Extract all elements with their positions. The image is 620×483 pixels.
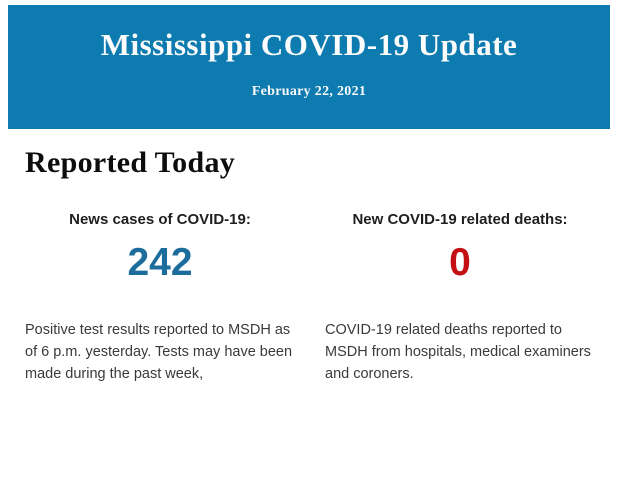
new-deaths-value: 0 xyxy=(449,241,471,284)
new-cases-label: News cases of COVID-19: xyxy=(69,211,251,228)
section-heading: Reported Today xyxy=(25,146,236,179)
stat-card-new-deaths xyxy=(325,211,595,385)
header-banner xyxy=(8,5,610,129)
new-deaths-label: New COVID-19 related deaths: xyxy=(352,211,568,228)
new-cases-description: Positive test results reported to MSDH as of 6 p.m. yesterday. Tests may have been made during the past week, xyxy=(25,322,293,382)
new-cases-value: 242 xyxy=(127,241,193,284)
page-title: Mississippi COVID-19 Update xyxy=(100,27,518,62)
stat-card-new-cases xyxy=(25,211,295,385)
new-deaths-description: COVID-19 related deaths reported to MSDH from hospitals, medical examiners and coroners. xyxy=(325,322,591,382)
stats-row xyxy=(0,211,620,385)
report-date: February 22, 2021 xyxy=(251,84,367,99)
